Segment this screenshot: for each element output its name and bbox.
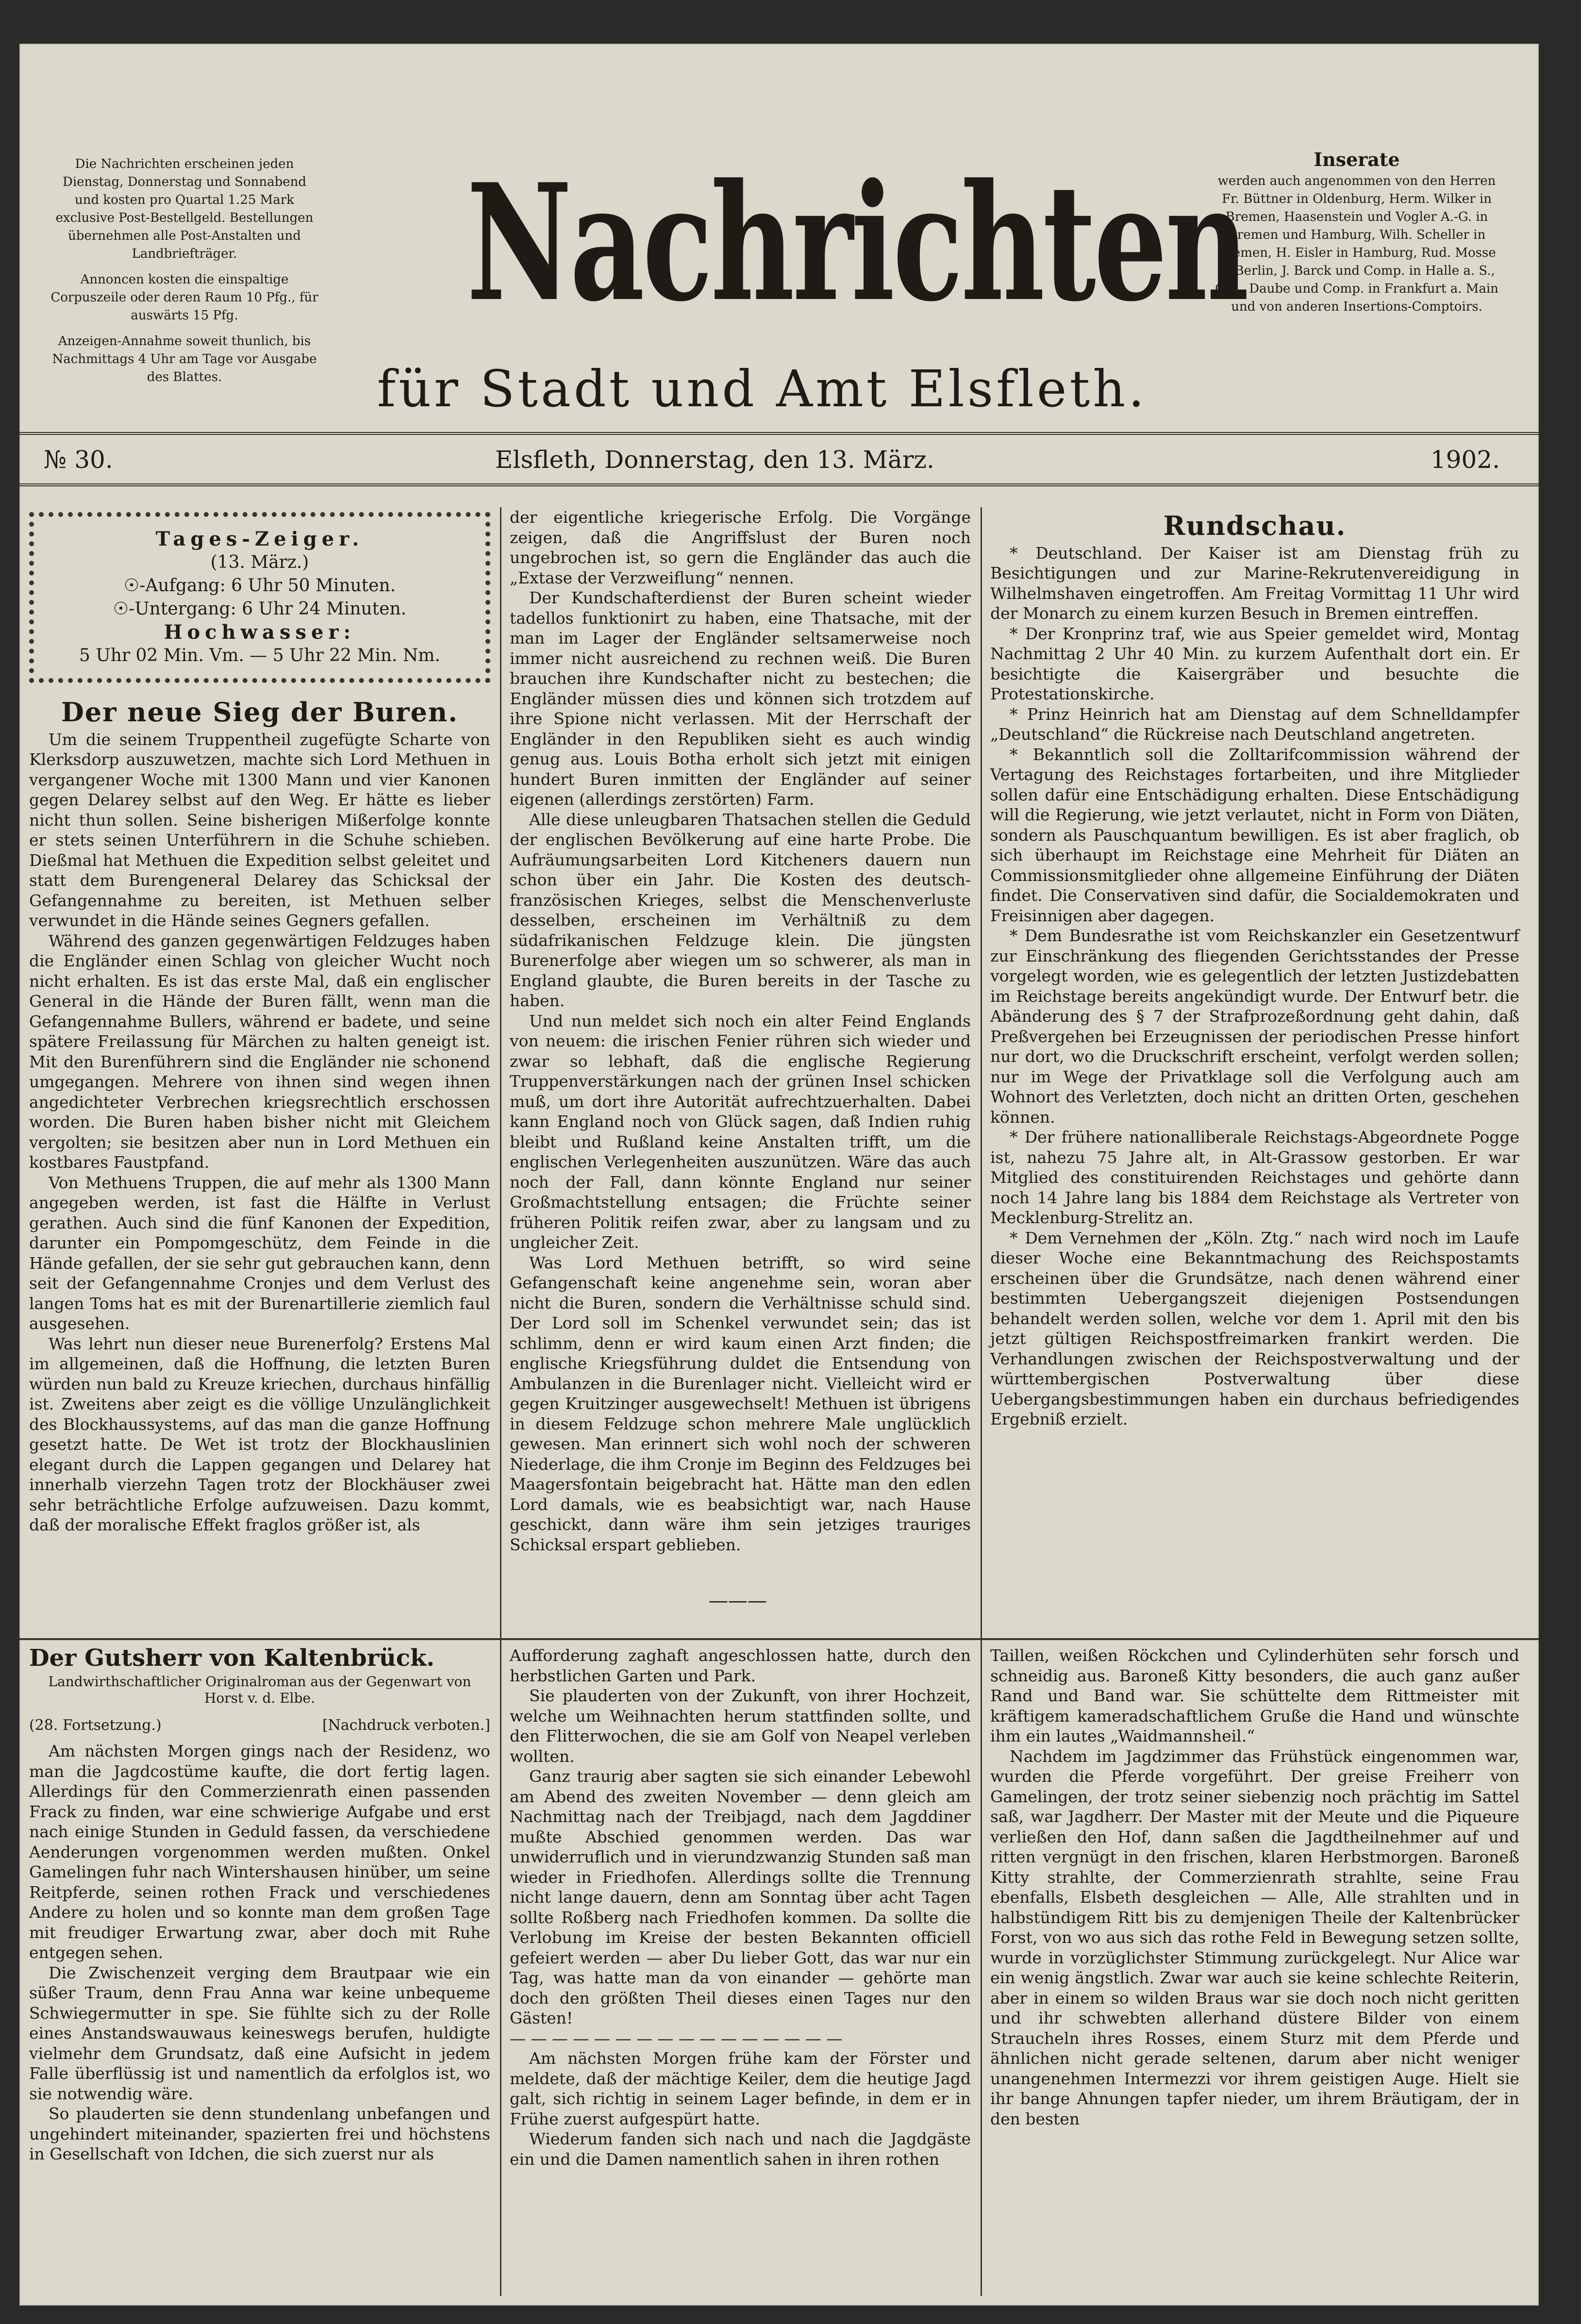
subscription-info <box>49 155 320 394</box>
year: 1902. <box>1430 446 1500 474</box>
reprint-note: [Nachdruck verboten.] <box>322 1716 490 1734</box>
rundschau-paragraph: * Der Kronprinz traf, wie aus Speier gemeldet wird, Montag Nachmittag 2 Uhr 40 Min. zu kurzem Aufenthalt dort ein. Er besichtigte die Kaisergräber und besuchte die Protestationskirche. <box>990 624 1519 703</box>
rundschau-headline: Rundschau. <box>1163 510 1347 541</box>
feuilleton-paragraph: Nachdem im Jagdzimmer das Frühstück eingenommen war, wurden die Pferde vorgeführt. Der greise Freiherr von Gamelingen, der trotz seiner siebenzig noch prächtig im Sattel saß, war Jagdherr. Der Master mit der Meute und die Piqueure verließen den Hof, dann saßen die Jagdtheilnehmer auf und ritten vergnügt in den frischen, klaren Herbstmorgen. Baroneß Kitty strahlte, der Commerzienrath strahlte, seine Frau ebenfalls, Elsbeth desgleichen — Alle, Alle strahlten und in halbstündigem Ritt bis zu demjenigen Theile der Kaltenbrücker Forst, von wo aus sich das rothe Feld in Bewegung setzen sollte, wurde in vorzüglichster Stimmung zurückgelegt. Nur Alice war ein wenig ängstlich. Zwar war auch sie keine schlechte Reiterin, aber in einem so wilden Braus war sie doch noch nicht geritten und ihr schwebten allerhand düstere Bilder von einem Straucheln ihres Rosses, einem Sturz mit dem Pferde und ähnlichen nicht gerade seltenen, darum aber nicht weniger unangenehmen Intermezzi vor ihrem geistigen Auge. Hielt sie ihr bange Ahnungen tapfer nieder, um ihrem Bräutigam, der in den besten <box>990 1746 1519 2128</box>
rundschau-paragraph: * Der frühere nationalliberale Reichstags-Abgeordnete Pogge ist, nahezu 75 Jahre alt, in Alt-Grassow gestorben. Er war Mitglied des constituirenden Reichstages und gehörte dann noch 14 Jahre lang bis 1884 dem Reichstage als Vertreter von Mecklenburg-Strelitz an. <box>990 1128 1519 1227</box>
feuilleton-column-3 <box>990 1645 1519 2129</box>
dateline <box>19 432 1539 486</box>
article-paragraph: Alle diese unleugbaren Thatsachen stellen die Geduld der englischen Bevölkerung auf eine harte Probe. Die Aufräumungsarbeiten Lord Kitcheners dauern nun schon über ein Jahr. Die Kosten des deutsch-französischen Krieges, selbst die Menschenverluste desselben, erscheinen im Verhältniß zu dem südafrikanischen Feldzuge klein. Die jüngsten Burenerfolge aber wiegen um so schwerer, als man in England glaubte, die Buren bereits in der Tasche zu haben. <box>510 810 971 1010</box>
feuilleton-divider <box>19 1638 1539 1640</box>
subscription-text: Die Nachrichten erscheinen jeden Dienstag, Donnerstag und Sonnabend und kosten pro Quartal 1.25 Mark exclusive Post-Bestellgeld. Bestellungen übernehmen alle Post-Anstalten und Landbriefträger. <box>55 157 314 261</box>
feuilleton-paragraph: Die Zwischenzeit verging dem Brautpaar wie ein süßer Traum, denn Frau Anna war keine unbequeme Schwiegermutter in spe. Sie fühlte sich zu der Rolle eines Anstandswauwaus keineswegs berufen, huldigte vielmehr dem Grundsatz, daß eine Aufsicht in jedem Falle überflüssig ist und namentlich da erfolglos ist, wo sie notwendig wäre. <box>29 1963 490 2103</box>
article-separator: ——— <box>709 1590 767 1612</box>
column-divider <box>981 1645 982 2296</box>
article-paragraph: Und nun meldet sich noch ein alter Feind Englands von neuem: die irischen Fenier rühren sich wieder und zwar so lebhaft, daß die englische Regierung Truppenverstärkungen nach der grünen Insel schicken muß, um dort ihre Autorität aufrechtzuerhalten. Dabei kann England noch von Glück sagen, daß Indien ruhig bleibt und Rußland keine Anstalten trifft, um die englischen Verlegenheiten auszunützen. Wäre das auch noch der Fall, dann könnte England nur seiner Großmachtstellung entsagen; die Früchte seiner früheren Politik reifen zwar, aber zu langsam und zu ungleicher Zeit. <box>510 1011 971 1252</box>
article-paragraph: der eigentliche kriegerische Erfolg. Die Vorgänge zeigen, daß die Angriffslust der Buren noch ungebrochen ist, so gern die Engländer das auch die „Extase der Verzweiflung“ nennen. <box>510 508 971 587</box>
rundschau-paragraph: * Bekanntlich soll die Zolltarifcommission während der Vertagung des Reichstages fortarbeiten, und ihre Mitglieder sollen dafür eine Entschädigung erhalten. Diese Entschädigung will die Regierung, wie jetzt verlautet, nicht in Form von Diäten, sondern als Pauschquantum bewilligen. Es ist aber fraglich, ob sich überhaupt im Reichstage eine Mehrheit für Diäten an Commissionsmitglieder ohne allgemeine Einführung der Diäten findet. Die Conservativen sind dafür, die Socialdemokraten und Freisinnigen aber dagegen. <box>990 745 1519 925</box>
sunrise-text: ☉-Aufgang: 6 Uhr 50 Minuten. <box>123 576 396 596</box>
rundschau-column <box>990 507 1519 1429</box>
continuation-label: (28. Fortsetzung.) <box>29 1716 162 1734</box>
feuilleton-subheadline: Landwirthschaftlicher Originalroman aus der Gegenwart von Horst v. d. Elbe. <box>48 1673 471 1706</box>
continuation-row <box>29 1715 490 1736</box>
article-headline: Der neue Sieg der Buren. <box>61 697 459 728</box>
rundschau-paragraph: * Deutschland. Der Kaiser ist am Dienstag früh zu Besichtigungen und zur Marine-Rekrutenvereidigung in Wilhelmshaven eingetroffen. Am Freitag Vormittag 11 Uhr wird der Monarch zu einem kurzen Besuch in Bremen eintreffen. <box>990 543 1519 623</box>
article-paragraph: Um die seinem Truppentheil zugefügte Scharte von Klerksdorp auszuwetzen, machte sich Lord Methuen in vergangener Woche mit 1300 Mann und vier Kanonen gegen Delarey selbst auf den Weg. Er hätte es lieber nicht thun sollen. Seine bisherigen Mißerfolge konnte er stets seinen Unterführern in die Schuhe schieben. Dießmal hat Methuen die Expedition selbst geleitet und statt dem Burengeneral Delarey das Schicksal der Gefangennahme zu bereiten, ist Methuen selber verwundet in die Hände seines Gegners gefallen. <box>29 730 490 930</box>
article-paragraph: Der Kundschafterdienst der Buren scheint wieder tadellos funktionirt zu haben, eine Thatsache, mit der man im Lager der Engländer seltsamerweise noch immer nicht ausreichend zu rechnen weiß. Die Buren brauchen ihre Kundschafter nicht zu bestechen; die Engländer müssen dies und können sich trotzdem auf ihre Spione nicht verlassen. Mit der Herrschaft der Engländer in den Republiken sieht es auch windig genug aus. Louis Botha erholt sich jetzt mit einigen hundert Buren inmitten der Engländer auf seiner eigenen (allerdings zerstörten) Farm. <box>510 588 971 809</box>
feuilleton-paragraph: Am nächsten Morgen gings nach der Residenz, wo man die Jagdcostüme kaufte, die dort fertig lagen. Allerdings für den Commerzienrath einen passenden Frack zu finden, war eine schwierige Aufgabe und erst nach einige Stunden in Geduld fassen, da verschiedene Aenderungen vorgenommen werden mußten. Onkel Gamelingen fuhr nach Wintershausen hinüber, um seine Reitpferde, seinen rothen Frack und verschiedenes Andere zu holen und so konnte man dem großen Tage mit freudiger Erwartung zwar, aber doch mit Ruhe entgegen sehen. <box>29 1742 490 1962</box>
newspaper-title: Nachrichten <box>466 149 1247 337</box>
sunset-text: ☉-Untergang: 6 Uhr 24 Minuten. <box>113 599 407 619</box>
tages-zeiger-date: (13. März.) <box>210 552 309 572</box>
feuilleton-dash-separator: — — — — — — — — — — — — — — — — <box>510 2028 843 2048</box>
advert-rates-text: Annoncen kosten die einspaltige Corpuszeile oder deren Raum 10 Pfg., für auswärts 15 Pfg. <box>50 272 318 323</box>
article-paragraph: Was Lord Methuen betrifft, so wird seine Gefangenschaft keine angenehme sein, woran aber nicht die Buren, sondern die Verhältnisse schuld sind. Der Lord soll im Schenkel verwundet sein; das ist schlimm, denn er wird kaum einen Arzt finden; die englische Kriegsführung duldet die Entsendung von Ambulanzen in die Burenlager nicht. Vielleicht wird er gegen Kruitzinger ausgewechselt! Methuen ist übrigens in diesem Feldzuge schon mehrere Male unglücklich gewesen. Man erinnert sich wohl noch der schweren Niederlage, die ihm Cronje im Beginn des Feldzuges bei Maagersfontain beigebracht hat. Hätte man den edlen Lord damals, wie es beabsichtigt war, nach Hause geschickt, dann wäre ihm sein jetziges trauriges Schicksal erspart geblieben. <box>510 1253 971 1554</box>
place-date: Elsfleth, Donnerstag, den 13. März. <box>495 446 934 474</box>
article-paragraph: Was lehrt nun dieser neue Burenerfolg? Erstens Mal im allgemeinen, daß die Hoffnung, die letzten Buren würden nun bald zu Kreuze kriechen, durchaus hinfällig ist. Zweitens aber zeigt es die völlige Unzulänglichkeit des Blockhaussystems, auf das man die ganze Hoffnung gesetzt hatte. De Wet ist trotz der Blockhauslinien elegant durch die Lappen gegangen und Delarey hat innerhalb vierzehn Tagen trotz der Blockhäuser zwei sehr beträchtliche Erfolge aufzuweisen. Dazu kommt, daß der moralische Effekt fraglos größer ist, als <box>29 1334 490 1534</box>
tages-zeiger-title: Tages-Zeiger. <box>155 528 364 550</box>
issue-number: № 30. <box>44 446 113 474</box>
feuilleton-paragraph: Taillen, weißen Röckchen und Cylinderhüten sehr forsch und schneidig aus. Baroneß Kitty besonders, die auch ganz außer Rand und Band war. Sie schüttelte dem Rittmeister mit kräftigem kameradschaftlichem Gruße die Hand und wünschte ihm ein lautes „Waidmannsheil.“ <box>990 1646 1519 1745</box>
feuilleton-paragraph: Am nächsten Morgen frühe kam der Förster und meldete, daß der mächtige Keiler, dem die heutige Jagd galt, sich richtig in seinem Lager befinde, in dem er in Frühe zuerst aufgespürt hatte. <box>510 2049 971 2128</box>
rundschau-paragraph: * Prinz Heinrich hat am Dienstag auf dem Schnelldampfer „Deutschland“ die Rückreise nach Deutschland angetreten. <box>990 704 1519 744</box>
tide-text: 5 Uhr 02 Min. Vm. — 5 Uhr 22 Min. Nm. <box>79 646 440 665</box>
masthead <box>19 44 1539 427</box>
inserate-title: Inserate <box>1314 149 1400 170</box>
rundschau-paragraph: * Dem Vernehmen der „Köln. Ztg.“ nach wird noch im Laufe dieser Woche eine Bekanntmachung des Reichspostamts erscheinen über die Grundsätze, nach denen während einer bestimmten Uebergangszeit diejenigen Postsendungen behandelt werden sollen, welche vor dem 1. April mit den bis jetzt gültigen Reichspostfreimarken frankirt werden. Die Verhandlungen zwischen der Reichspostverwaltung und der württembergischen Postverwaltung über diese Uebergangsbestimmungen haben ein durchaus befriedigendes Ergebniß erzielt. <box>990 1228 1519 1428</box>
feuilleton-headline: Der Gutsherr von Kaltenbrück. <box>29 1644 435 1672</box>
feuilleton-column-2 <box>510 1645 971 2169</box>
inserate-info <box>1214 150 1500 324</box>
feuilleton-paragraph: So plauderten sie denn stundenlang unbefangen und ungehindert miteinander, spazierten frei und höchstens in Gesellschaft von Idchen, die sich zuerst nur als <box>29 2104 490 2163</box>
newspaper-subtitle: für Stadt und Amt Elsfleth. <box>377 359 1148 418</box>
rundschau-paragraph: * Dem Bundesrathe ist vom Reichskanzler ein Gesetzentwurf zur Einschränkung des fliegenden Gerichtsstandes der Presse vorgelegt worden, wie es gelegentlich der letzten Justizdebatten im Reichstage bereits angekündigt wurde. Der Entwurf betr. die Abänderung des § 7 der Strafprozeßordnung geht dahin, daß Preßvergehen bei Erzeugnissen der periodischen Presse hinfort nur dort, wo die Druckschrift erscheint, verfolgt werden sollen; nur im Wege der Privatklage soll die Verfolgung auch am Wohnort des Verletzten, doch nicht an dritten Orten, geschehen können. <box>990 926 1519 1127</box>
newspaper-page <box>19 44 1539 2306</box>
column-divider <box>981 507 982 1658</box>
article-paragraph: Von Methuens Truppen, die auf mehr als 1300 Mann angegeben werden, ist fast die Hälfte in Verlust gerathen. Auch sind die fünf Kanonen der Expedition, darunter ein Pompomgeschütz, dem Feinde in die Hände gefallen, der sie sehr gut gebrauchen kann, denn seit der Gefangennahme Cronjes und dem Verlust des langen Toms hat es mit der Burenartillerie ziemlich faul ausgesehen. <box>29 1173 490 1333</box>
tide-title: Hochwasser: <box>164 621 356 644</box>
tages-zeiger-box <box>29 512 490 683</box>
upper-column-2 <box>510 507 971 1555</box>
column-divider <box>500 507 501 1658</box>
inserate-text: werden auch angenommen von den Herren Fr. Büttner in Oldenburg, Herm. Wilker in Bremen, Haasenstein und Vogler A.-G. in Bremen und Hamburg, Wilh. Scheller in Bremen, H. Eisler in Hamburg, Rud. Mosse in Berlin, J. Barck und Comp. in Halle a. S., G. L. Daube und Comp. in Frankfurt a. Main und von anderen Insertions-Comptoirs. <box>1215 174 1498 314</box>
column-divider <box>500 1645 501 2296</box>
feuilleton-column-1 <box>29 1645 490 2164</box>
feuilleton-paragraph: Wiederum fanden sich nach und nach die Jagdgäste ein und die Damen namentlich sahen in ihren rothen <box>510 2129 971 2169</box>
article-paragraph: Während des ganzen gegenwärtigen Feldzuges haben die Engländer einen Schlag von gleicher Wucht noch nicht erhalten. Es ist das erste Mal, daß ein englischer General in die Hände der Buren fällt, wenn man die Gefangennahme Bullers, während er badete, und seine spätere Freilassung für Märchen zu halten geneigt ist. Mit den Burenführern sind die Engländer nie schonend umgegangen. Mehrere von ihnen sind wegen ihnen angedichteter Verbrechen kriegsrechtlich erschossen worden. Die Buren haben bisher nicht mit Gleichem vergolten; sie besitzen aber nun in Lord Methuen ein kostbares Faustpfand. <box>29 931 490 1172</box>
advert-deadline-text: Anzeigen-Annahme soweit thunlich, bis Nachmittags 4 Uhr am Tage vor Ausgabe des Blattes. <box>52 334 317 384</box>
upper-column-1 <box>29 507 490 1535</box>
feuilleton-paragraph: Sie plauderten von der Zukunft, von ihrer Hochzeit, welche um Weihnachten herum stattfinden sollte, und den Flitterwochen, die sie am Golf von Neapel verleben wollten. <box>510 1686 971 1766</box>
feuilleton-paragraph: Ganz traurig aber sagten sie sich einander Lebewohl am Abend des zweiten November — denn gleich am Nachmittag nach der Treibjagd, nach dem Jagddiner mußte Abschied genommen werden. Das war unwiderruflich und in vierundzwanzig Stunden saß man wieder in Friedhofen. Allerdings sollte die Trennung nicht lange dauern, denn am Sonntag über acht Tagen sollte Roßberg nach Friedhofen kommen. Da sollte die Verlobung im Kreise der besten Bekannten officiell gefeiert werden — aber Du lieber Gott, das war nur ein Tag, was hatte man da von einander — gehörte man doch den größten Theil dieses einen Tages nur den Gästen! <box>510 1767 971 2027</box>
feuilleton-paragraph: Aufforderung zaghaft angeschlossen hatte, durch den herbstlichen Garten und Park. <box>510 1646 971 1685</box>
